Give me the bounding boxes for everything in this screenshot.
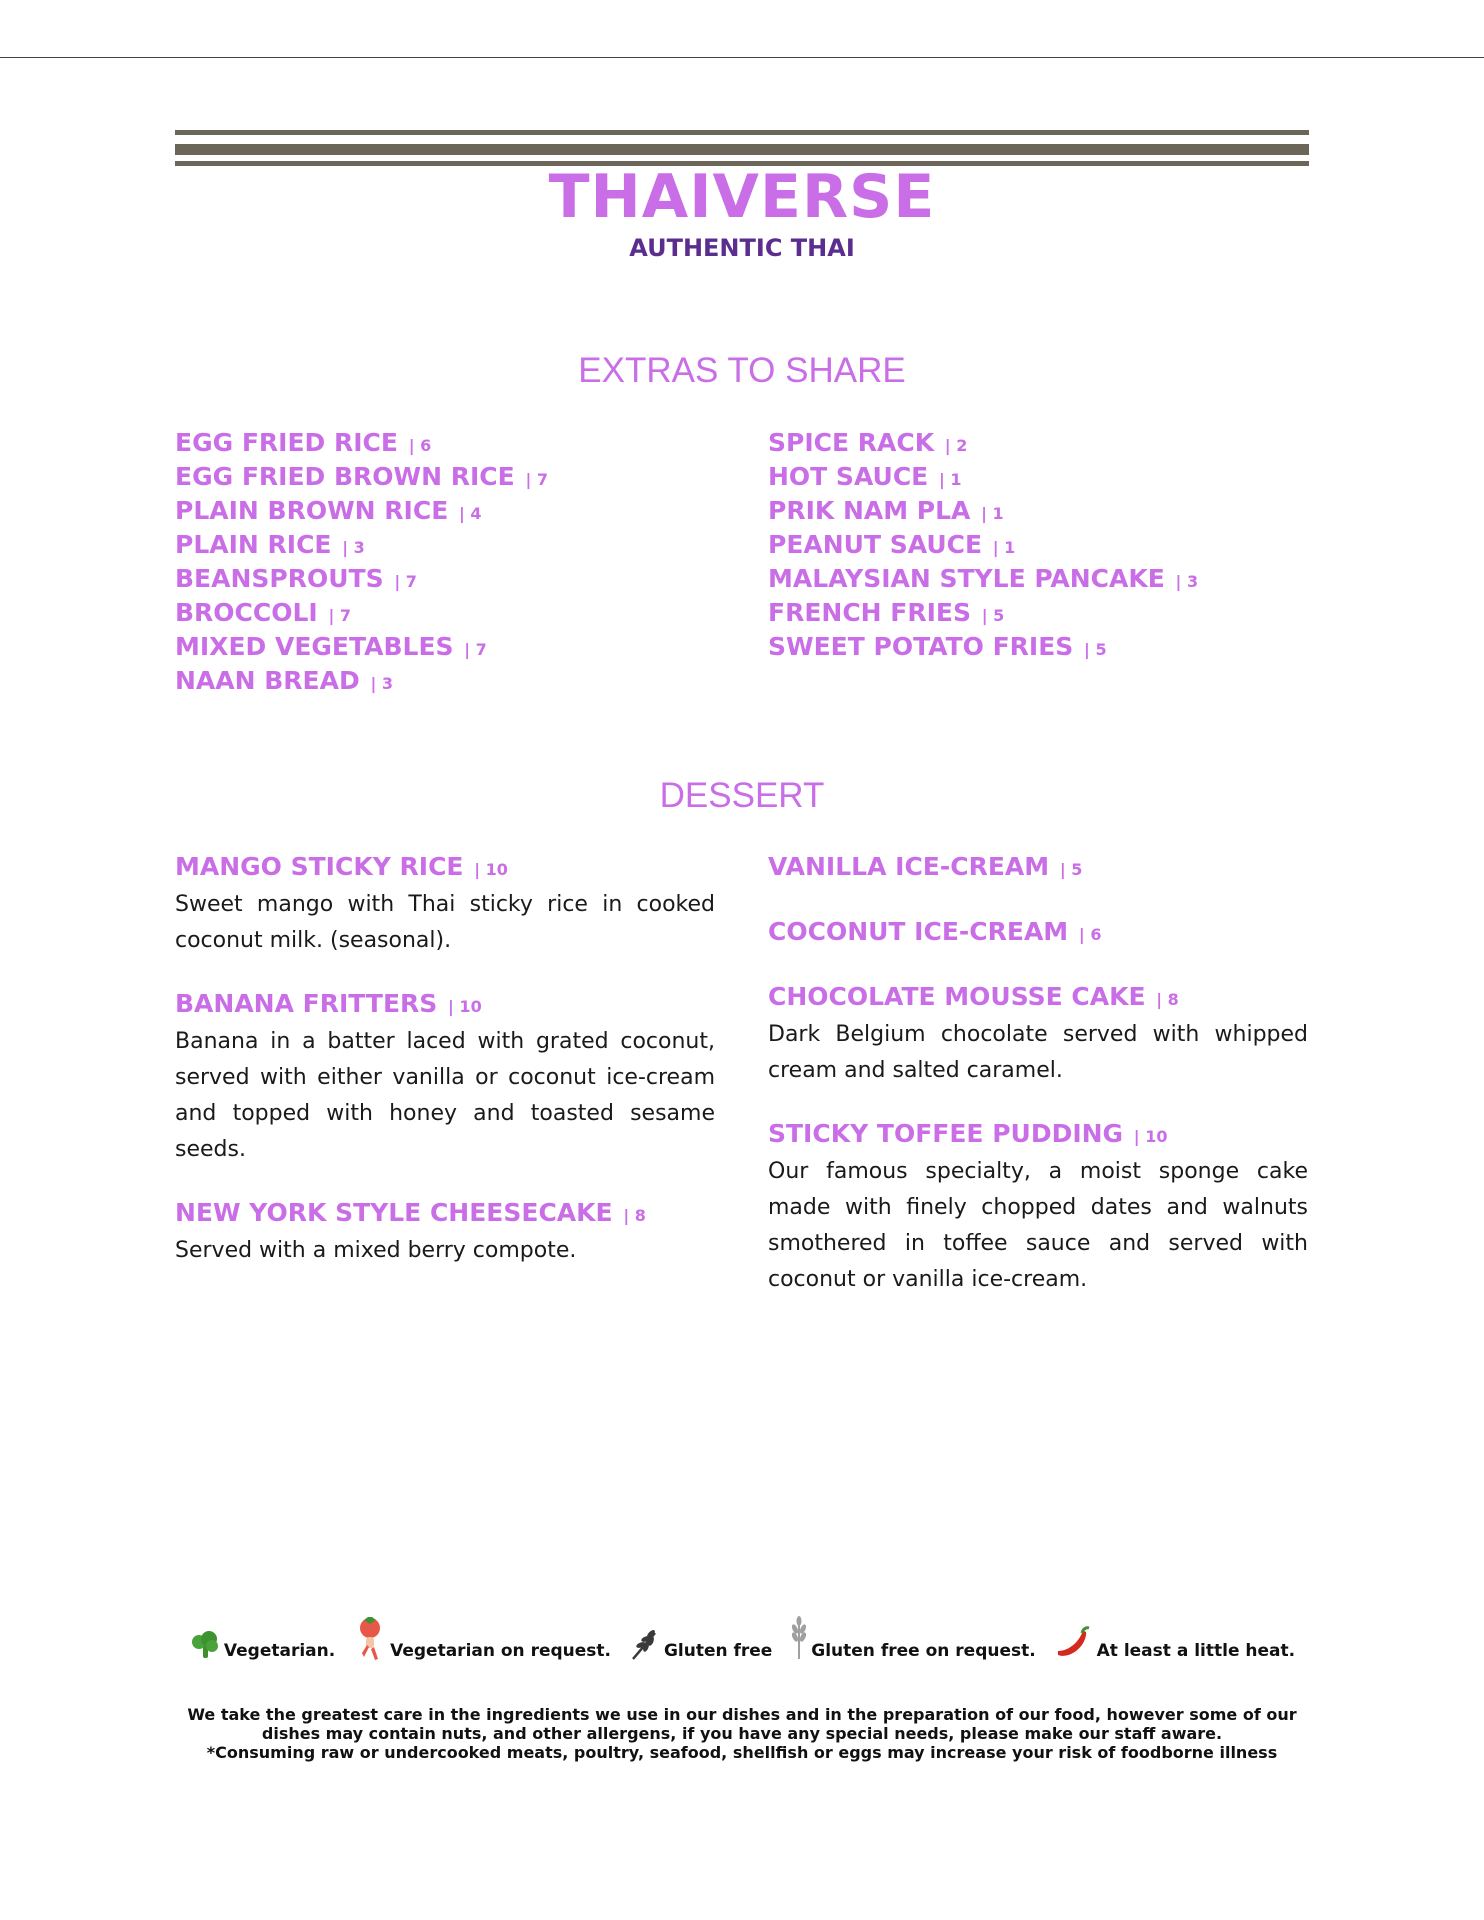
- dessert-title: [768, 915, 1308, 952]
- item-name: NAAN BREAD: [175, 666, 360, 695]
- item-price: | 5: [981, 606, 1005, 625]
- dessert-price: | 10: [474, 860, 508, 879]
- extras-item: [175, 495, 715, 529]
- dessert-item: [768, 915, 1308, 952]
- legend-label: At least a little heat.: [1096, 1641, 1296, 1661]
- dessert-name: COCONUT ICE-CREAM: [768, 917, 1069, 946]
- legend-gluten-free: [629, 1627, 772, 1661]
- dessert-right-column: [768, 850, 1308, 1326]
- dessert-name: CHOCOLATE MOUSSE CAKE: [768, 982, 1146, 1011]
- item-price: | 1: [992, 538, 1016, 557]
- item-price: | 6: [408, 436, 432, 455]
- dessert-title: [768, 980, 1308, 1017]
- extras-item: [768, 563, 1308, 597]
- item-name: BEANSPROUTS: [175, 564, 384, 593]
- item-name: PLAIN BROWN RICE: [175, 496, 449, 525]
- item-price: | 7: [464, 640, 487, 659]
- extras-item: [768, 495, 1308, 529]
- item-price: | 1: [938, 470, 962, 489]
- dessert-name: NEW YORK STYLE CHEESECAKE: [175, 1198, 613, 1227]
- item-name: SPICE RACK: [768, 428, 935, 457]
- item-price: | 2: [944, 436, 968, 455]
- item-price: | 3: [1175, 572, 1199, 591]
- wheat-light-icon: [790, 1641, 811, 1661]
- page-top-rule: [0, 57, 1484, 58]
- item-name: PLAIN RICE: [175, 530, 332, 559]
- dessert-title: [768, 850, 1308, 887]
- dessert-description: Dark Belgium chocolate served with whipped cream and salted caramel.: [768, 1022, 1308, 1083]
- notice-line: dishes may contain nuts, and other allergens, if you have any special needs, please make our staff aware.: [261, 1724, 1223, 1743]
- chili-icon: [1054, 1641, 1097, 1661]
- extras-item: [768, 631, 1308, 665]
- dessert-item: [768, 850, 1308, 887]
- extras-item: [768, 529, 1308, 563]
- item-name: EGG FRIED BROWN RICE: [175, 462, 515, 491]
- dessert-price: | 8: [1156, 990, 1179, 1009]
- dessert-title: [175, 850, 715, 887]
- item-price: | 4: [459, 504, 482, 523]
- item-price: | 7: [394, 572, 417, 591]
- dessert-price: | 5: [1059, 860, 1083, 879]
- dessert-price: | 8: [623, 1206, 646, 1225]
- item-name: MALAYSIAN STYLE PANCAKE: [768, 564, 1165, 593]
- dessert-price: | 10: [1133, 1127, 1168, 1146]
- dessert-title: [768, 1117, 1308, 1154]
- extras-item: [768, 597, 1308, 631]
- extras-heading: EXTRAS TO SHARE: [578, 351, 906, 390]
- extras-item: [768, 427, 1308, 461]
- dessert-item: [175, 1196, 715, 1269]
- extras-item: [175, 427, 715, 461]
- item-name: HOT SAUCE: [768, 462, 929, 491]
- legend-label: Gluten free on request.: [811, 1641, 1036, 1661]
- wheat-dark-icon: [629, 1641, 664, 1661]
- item-name: FRENCH FRIES: [768, 598, 972, 627]
- dessert-name: BANANA FRITTERS: [175, 989, 438, 1018]
- allergen-notice: [150, 1705, 1334, 1762]
- extras-item: [175, 631, 715, 665]
- extras-item: [175, 665, 715, 699]
- item-name: BROCCOLI: [175, 598, 318, 627]
- item-name: PRIK NAM PLA: [768, 496, 971, 525]
- dietary-legend: [0, 1615, 1484, 1661]
- legend-label: Gluten free: [663, 1641, 773, 1661]
- legend-label: Vegetarian on request.: [390, 1641, 612, 1661]
- legend-spicy: [1054, 1625, 1295, 1661]
- notice-line: *Consuming raw or undercooked meats, poultry, seafood, shellfish or eggs may increase your risk of foodborne illness: [206, 1743, 1278, 1762]
- header-rule-middle: [175, 144, 1309, 155]
- dessert-description: Our famous specialty, a moist sponge cake made with finely chopped dates and walnuts smothered in toffee sauce and served with coconut or vanilla ice-cream.: [768, 1159, 1308, 1292]
- dessert-price: | 10: [448, 997, 482, 1016]
- dessert-name: VANILLA ICE-CREAM: [768, 852, 1050, 881]
- dessert-description: Served with a mixed berry compote.: [175, 1238, 577, 1263]
- dessert-item: [175, 850, 715, 959]
- extras-left-column: [175, 427, 715, 699]
- restaurant-tagline: AUTHENTIC THAI: [629, 234, 855, 262]
- extras-item: [175, 529, 715, 563]
- extras-item: [175, 563, 715, 597]
- item-price: | 3: [370, 674, 393, 693]
- extras-item: [175, 597, 715, 631]
- item-name: PEANUT SAUCE: [768, 530, 983, 559]
- dessert-title: [175, 1196, 715, 1233]
- extras-item: [175, 461, 715, 495]
- dessert-price: | 6: [1078, 925, 1102, 944]
- dessert-description: Banana in a batter laced with grated coconut, served with either vanilla or coconut ice-cream and topped with honey and toasted sesame seeds.: [175, 1029, 715, 1162]
- item-name: SWEET POTATO FRIES: [768, 632, 1074, 661]
- dessert-item: [175, 987, 715, 1168]
- dessert-name: MANGO STICKY RICE: [175, 852, 464, 881]
- item-name: MIXED VEGETABLES: [175, 632, 454, 661]
- item-price: | 1: [981, 504, 1004, 523]
- legend-vegetarian: [189, 1629, 335, 1661]
- dessert-left-column: [175, 850, 715, 1297]
- item-name: EGG FRIED RICE: [175, 428, 398, 457]
- header-rule-top: [175, 130, 1309, 135]
- legend-gluten-free-on-request: [790, 1615, 1035, 1661]
- dessert-description: Sweet mango with Thai sticky rice in cooked coconut milk. (seasonal).: [175, 892, 715, 953]
- item-price: | 7: [328, 606, 352, 625]
- dessert-item: [768, 980, 1308, 1089]
- restaurant-name: THAIVERSE: [548, 162, 936, 232]
- dessert-name: STICKY TOFFEE PUDDING: [768, 1119, 1124, 1148]
- dessert-heading: DESSERT: [659, 776, 825, 815]
- item-price: | 7: [525, 470, 548, 489]
- item-price: | 3: [342, 538, 365, 557]
- legend-vegetarian-on-request: [353, 1615, 611, 1661]
- broccoli-icon: [189, 1641, 224, 1661]
- tomato-icon: [353, 1641, 390, 1661]
- dessert-title: [175, 987, 715, 1024]
- dessert-item: [768, 1117, 1308, 1298]
- item-price: | 5: [1084, 640, 1107, 659]
- notice-line: We take the greatest care in the ingredients we use in our dishes and in the preparation of our food, however some of our: [187, 1705, 1297, 1724]
- extras-right-column: [768, 427, 1308, 665]
- extras-item: [768, 461, 1308, 495]
- legend-label: Vegetarian.: [223, 1641, 336, 1661]
